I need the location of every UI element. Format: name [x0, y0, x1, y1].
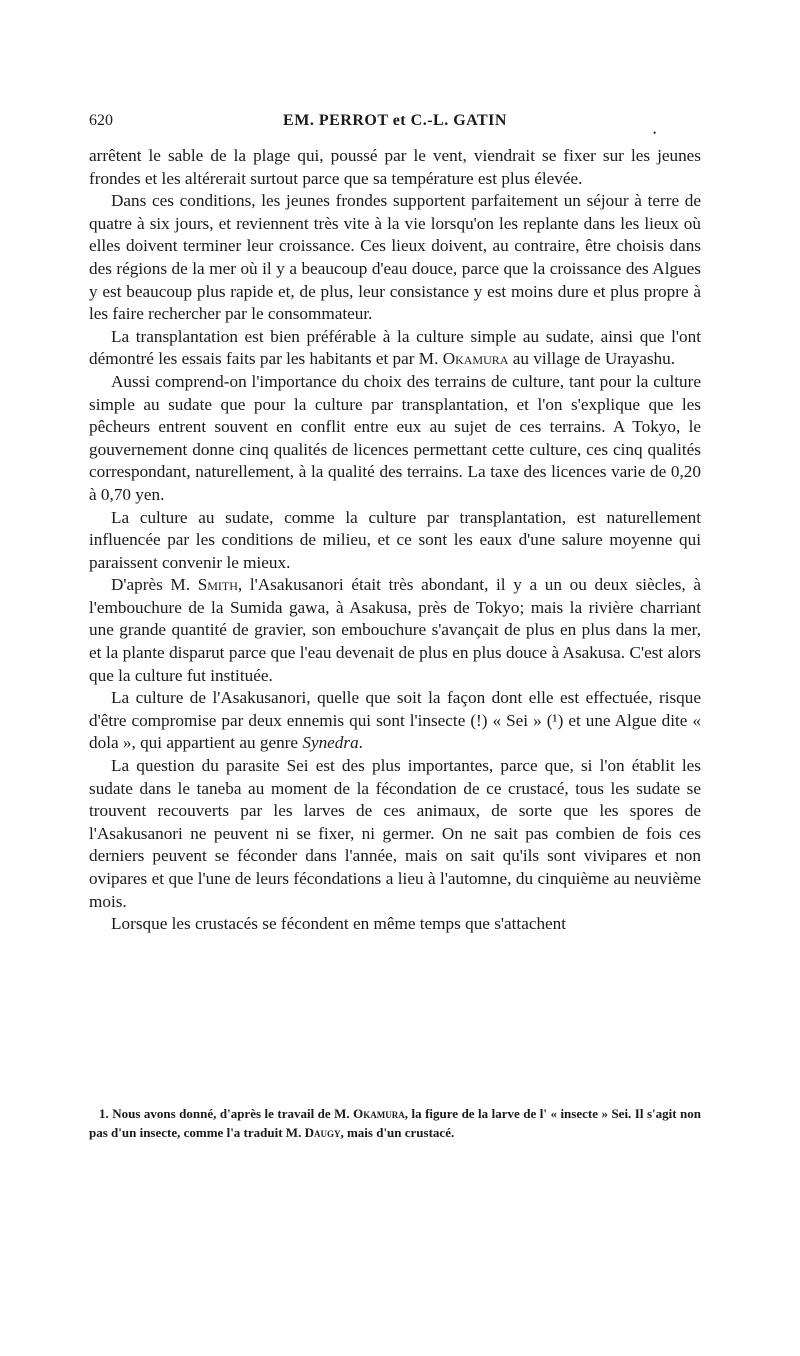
paragraph-2: Dans ces conditions, les jeunes frondes supportent parfaitement un séjour à terre de quatre à six jours, et reviennent très vite à la vie lorsqu'on les replante dans les lieux où elles doivent terminer leur croissance. Ces lieux doivent, au contraire, être choisis dans des régions de la mer où il y a beaucoup d'eau douce, parce que la croissance des Algues y est beaucoup plus rapide et, de plus, leur consistance y est moins dure et plus propre à les faire rechercher par le consommateur.	[89, 191, 701, 324]
footnotes	[89, 1104, 701, 1142]
paragraph-1: arrêtent le sable de la plage qui, poussé par le vent, viendrait se fixer sur les jeunes frondes et les altérerait surtout parce que sa température est plus élevée.	[89, 146, 701, 188]
footnote-author-daugy: Daugy	[304, 1125, 341, 1140]
page-header	[89, 112, 701, 136]
footnote-1	[89, 1104, 701, 1142]
paragraph-6-text-end: , l'Asakusanori était très abondant, il y a un ou deux siècles, à l'embouchure de la Sumida gawa, à Asakusa, près de Tokyo; mais la rivière charriant une grande quantité de gravier, son embouchure s'avançait de plus en plus dans la mer, et la plante disparut parce que l'eau devenait de plus en plus douce à Asakusa. C'est alors que la culture fut instituée.	[89, 575, 701, 685]
footnote-text-middle: , la figure de la larve de l' « insecte » Sei. Il s'agit non pas d'un insecte, comme l'a traduit M.	[89, 1106, 701, 1140]
footnote-author-okamura: Okamura	[353, 1106, 405, 1121]
paragraph-3	[89, 326, 701, 371]
paragraph-8: La question du parasite Sei est des plus importantes, parce que, si l'on établit les sudate dans le taneba au moment de la fécondation de ce crustacé, tous les sudate se trouvent recouverts par les larves de ces animaux, de sorte que les spores de l'Asakusanori ne peuvent ni se fixer, ni germer. On ne sait pas combien de fois ces derniers peuvent se féconder dans l'année, mais on sait qu'ils sont vivipares et non ovipares et que l'une de leurs fécondations a lieu à l'automne, du cinquième au neuvième mois.	[89, 756, 701, 911]
paragraph-7-text: La culture de l'Asakusanori, quelle que soit la façon dont elle est effectuée, risque d'être compromise par deux ennemis qui sont l'insecte (!) « Sei » (¹) et une Algue dite « dola », qui appartient au genre	[89, 688, 701, 753]
paragraph-5: La culture au sudate, comme la culture par transplantation, est naturellement influencée par les conditions de milieu, et ce sont les eaux d'une salure moyenne qui paraissent convenir le mieux.	[89, 507, 701, 572]
footnote-text: Nous avons donné, d'après le travail de M.	[112, 1106, 354, 1121]
page-number: 620	[89, 112, 113, 129]
author-name-smith: Smith	[197, 575, 238, 595]
author-name-okamura: Okamura	[442, 349, 509, 369]
body-text	[89, 145, 701, 936]
paragraph-6	[89, 574, 701, 687]
genus-name: Synedra	[302, 733, 359, 753]
paragraph-6-text: D'après M.	[111, 575, 198, 595]
paragraph-7	[89, 687, 701, 755]
paragraph-3-text-end: au village de Urayashu.	[508, 349, 676, 369]
paragraph-4: Aussi comprend-on l'importance du choix des terrains de culture, tant pour la culture simple au sudate que pour la culture par transplantation, et l'on s'explique que les pêcheurs entrent souvent en conflit entre eux au sujet de ces terrains. A Tokyo, le gouvernement donne cinq qualités de licences permettant cette culture, ces cinq qualités correspondant, naturellement, à la qualité des terrains. La taxe des licences varie de 0,20 à 0,70 yen.	[89, 371, 701, 504]
ornament-dot: •	[653, 128, 657, 138]
footnote-text-end: , mais d'un crustacé.	[340, 1125, 455, 1140]
footnote-number: 1.	[99, 1106, 109, 1121]
running-head: EM. PERROT et C.-L. GATIN	[283, 112, 507, 129]
paragraph-3-text: La transplantation est bien préférable à la culture simple au sudate, ainsi que l'ont démontré les essais faits par les habitants et par M.	[89, 326, 701, 369]
paragraph-9: Lorsque les crustacés se fécondent en même temps que s'attachent	[111, 914, 567, 934]
paragraph-7-end: .	[358, 733, 363, 753]
